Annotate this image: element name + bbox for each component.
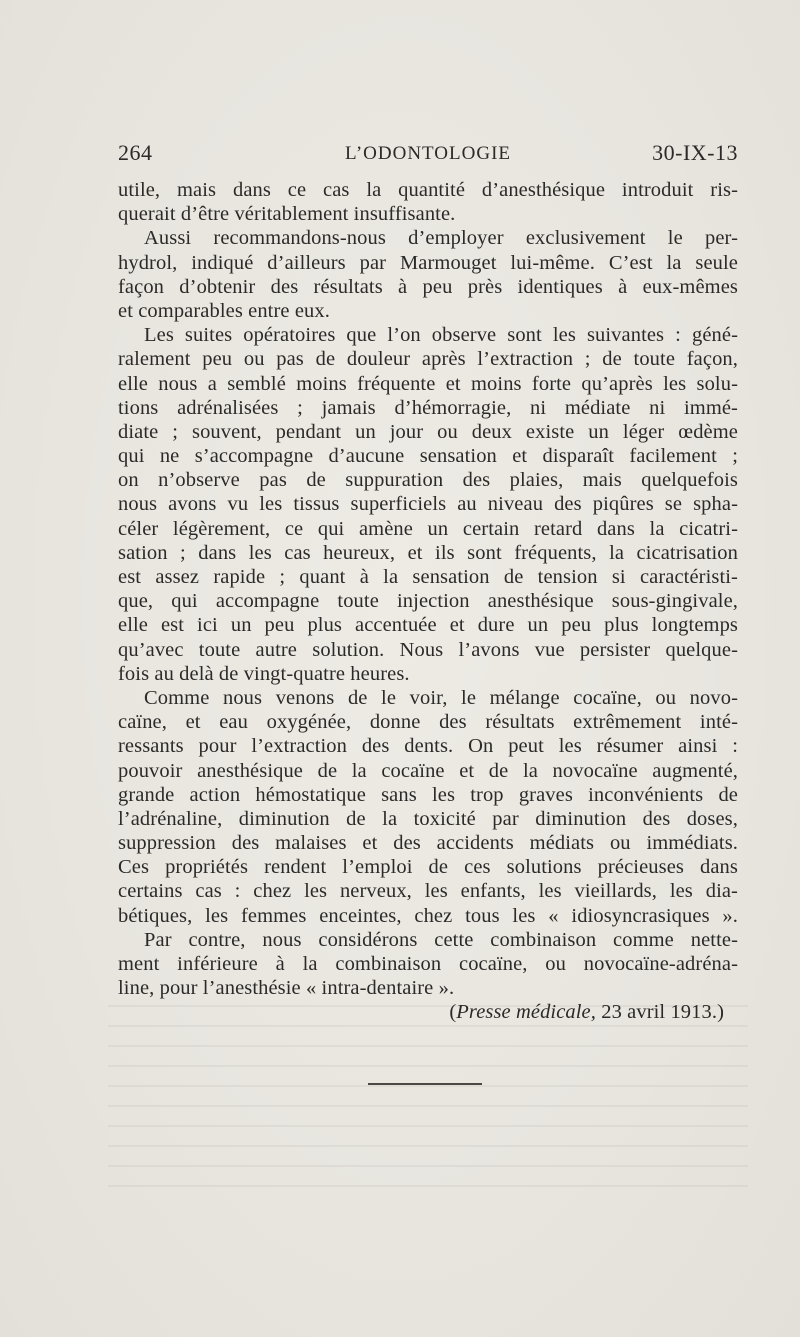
text-line: Par contre, nous considérons cette combinaison comme nette- <box>144 928 738 951</box>
citation-journal: Presse médicale, <box>456 1001 596 1024</box>
issue-date: 30-IX-13 <box>652 140 738 165</box>
text-line: nous avons vu les tissus superficiels au niveau des piqûres se spha- <box>118 493 738 516</box>
text-line: l’adrénaline, diminution de la toxicité par diminution des doses, <box>118 807 738 830</box>
text-line: qui ne s’accompagne d’aucune sensation et disparaît facilement ; <box>118 445 738 468</box>
citation-date: 23 avril 1913.) <box>596 1001 724 1024</box>
text-line: Les suites opératoires que l’on observe sont les suivantes : géné- <box>144 324 738 347</box>
text-line: caïne, et eau oxygénée, donne des résultats extrêmement inté- <box>118 711 738 734</box>
text-line: querait d’être véritablement insuffisante. <box>118 203 456 226</box>
text-line: line, pour l’anesthésie « intra-dentaire ». <box>118 977 455 1000</box>
end-rule <box>368 1083 482 1085</box>
text-line: Aussi recommandons-nous d’employer exclusivement le per- <box>144 227 738 250</box>
text-line: elle est ici un peu plus accentuée et dure un peu plus longtemps <box>118 614 738 637</box>
text-line: ressants pour l’extraction des dents. On peut les résumer ainsi : <box>118 735 738 758</box>
text-line: ralement peu ou pas de douleur après l’extraction ; de toute façon, <box>118 348 738 371</box>
text-line: fois au delà de vingt-quatre heures. <box>118 662 410 685</box>
text-line: pouvoir anesthésique de la cocaïne et de la novocaïne augmenté, <box>118 759 738 782</box>
bleed-through-texture <box>108 1005 748 1205</box>
text-line: façon d’obtenir des résultats à peu près identiques à eux-mêmes <box>118 275 738 298</box>
text-line: utile, mais dans ce cas la quantité d’anesthésique introduit ris- <box>118 179 738 201</box>
text-line: ment inférieure à la combinaison cocaïne, ou novocaïne-adréna- <box>118 953 738 975</box>
page-header <box>118 140 738 170</box>
text-line: qu’avec toute autre solution. Nous l’avons vue persister quelque- <box>118 638 738 661</box>
text-line: elle nous a semblé moins fréquente et moins forte qu’après les solu- <box>118 372 738 395</box>
article-body <box>118 178 738 1025</box>
text-line: grande action hémostatique sans les trop graves inconvénients de <box>118 783 738 806</box>
text-line: on n’observe pas de suppuration des plaies, mais quelquefois <box>118 469 738 492</box>
text-line: certains cas : chez les nerveux, les enfants, les vieillards, les dia- <box>118 880 738 903</box>
page-number: 264 <box>118 140 153 165</box>
text-line: est assez rapide ; quant à la sensation de tension si caractéristi- <box>118 566 738 588</box>
text-line: sation ; dans les cas heureux, et ils sont fréquents, la cicatrisation <box>118 541 738 564</box>
text-line: diate ; souvent, pendant un jour ou deux existe un léger œdème <box>118 420 738 443</box>
text-line: et comparables entre eux. <box>118 299 330 322</box>
text-line: tions adrénalisées ; jamais d’hémorragie, ni médiate ni immé- <box>118 396 738 419</box>
text-line: hydrol, indiqué d’ailleurs par Marmouget lui-même. C’est la seule <box>118 251 738 274</box>
text-line: que, qui accompagne toute injection anesthésique sous-gingivale, <box>118 590 738 613</box>
text-line: bétiques, les femmes enceintes, chez tous les « idiosyncrasiques ». <box>118 904 738 927</box>
text-line: Comme nous venons de le voir, le mélange cocaïne, ou novo- <box>144 686 738 709</box>
text-line: suppression des malaises et des accidents médiats ou immédiats. <box>118 832 738 855</box>
running-title: L’ODONTOLOGIE <box>344 143 512 164</box>
source-citation <box>118 1000 738 1024</box>
text-line: Ces propriétés rendent l’emploi de ces solutions précieuses dans <box>118 856 738 879</box>
citation-open-paren: ( <box>449 1001 457 1024</box>
text-line: céler légèrement, ce qui amène un certain retard dans la cicatri- <box>118 517 738 540</box>
